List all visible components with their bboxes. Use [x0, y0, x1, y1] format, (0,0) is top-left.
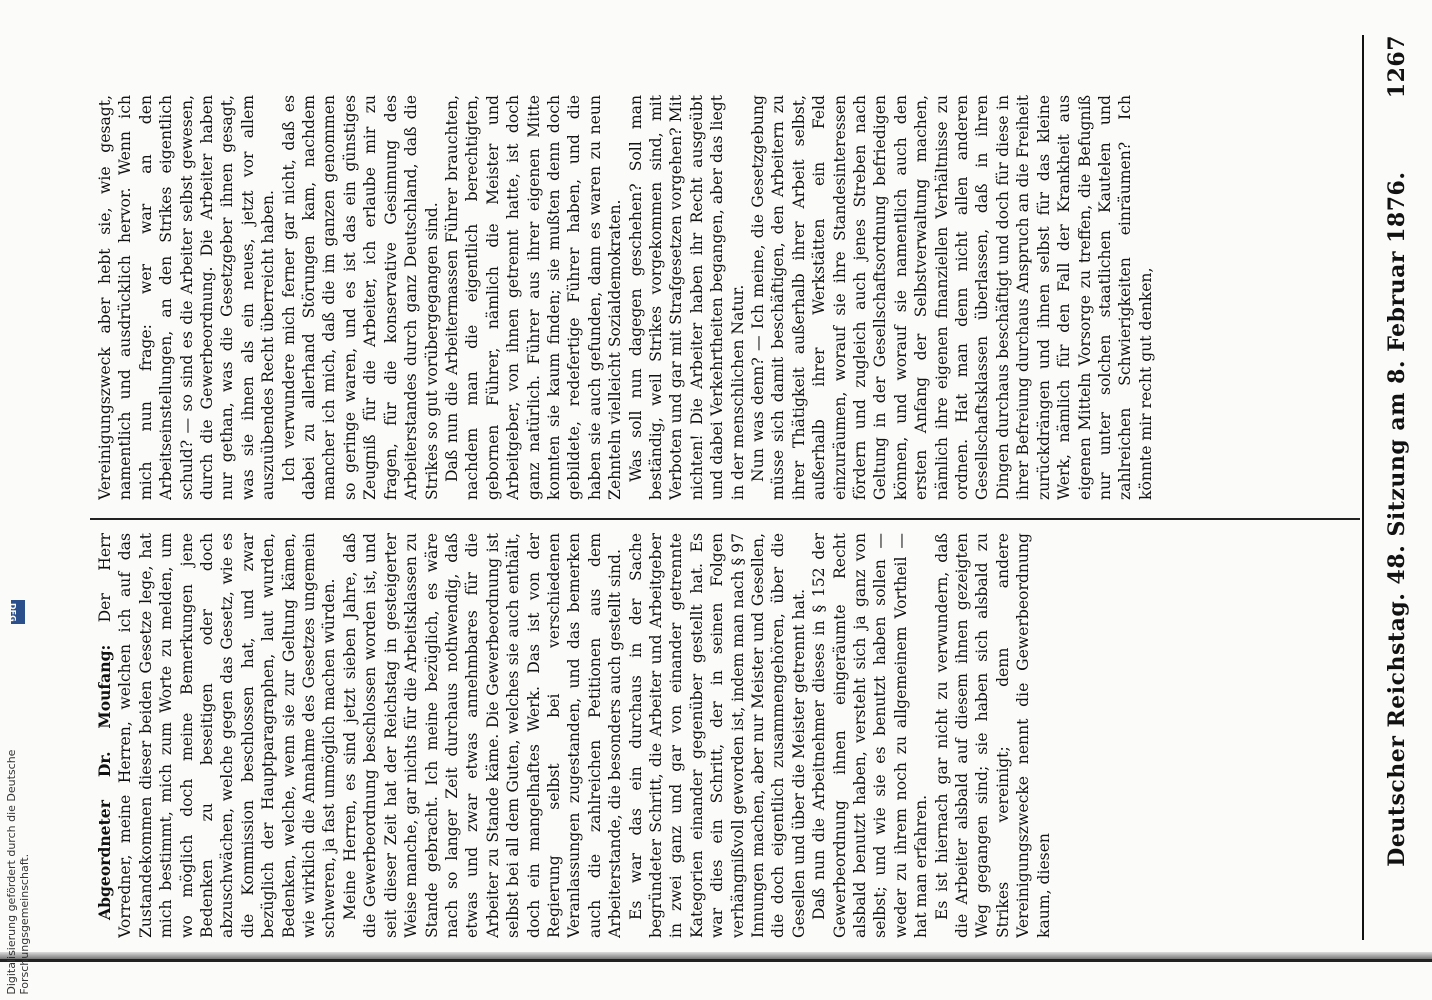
running-title: Deutscher Reichstag. 48. Sitzung am 8. Februar 1876.: [1384, 171, 1410, 867]
paragraph-text: Ich verwundere mich ferner gar nicht, daß es dabei zu allerhand Störungen kam, nachdem mancher ich mich, daß die im ganzen genommen so geringe waren, und es ist das ein günstiges Zeugniß für die Arbeiter, ich erlaube mir zu fragen, für die konservative Gesinnung des Arbeiterstandes durch ganz Deutschland, daß die Strikes so gut vorübergegangen sind.: [279, 95, 441, 500]
right-column: [95, 95, 1355, 500]
paragraph: [95, 533, 340, 938]
paragraph: [932, 533, 1054, 938]
paragraph-text: Nun was denn? — Ich meine, die Gesetzgebung müsse sich damit beschäftigen, den Arbeitern zu ihrer Thätigkeit außerhalb ihrer Arbeit selbst, außerhalb ihrer Werkstätten ein Feld einzuräumen, worauf sie ihre Standesinteressen fördern und zugleich auch jenes Streben nach Geltung in der Gesellschaftsordnung befriedigen können, und worauf sie namentlich auch den ersten Anfang der Selbstverwaltung machen, nämlich ihre eigenen finanziellen Verhältnisse zu ordnen. Hat man denn nicht allen anderen Gesellschaftsklassen überlassen, daß in ihren Dingen durchaus beschäftigt und doch für diese in ihrer Befreiung durchaus Anspruch an die Freiheit zurückdrängen und ihnen selbst für das kleine Werk, nämlich für den Fall der Krankheit aus eigenen Mitteln Vorsorge zu treffen, die Befugniß nur unter solchen staatlichen Kautelen und zahlreichen Schwierigkeiten einräumen? Ich könnte mir recht gut denken,: [749, 95, 1155, 500]
paragraph-text: Daß nun die Arbeitnehmer dieses in § 152 der Gewerbeordnung ihnen eingeräumte Recht alsbald benutzt haben, versteht sich ja ganz von selbst; und wie sie es benutzt haben sollen — weder zu ihrem noch zu allgemeinem Vortheil — hat man erfahren.: [810, 533, 931, 938]
dfg-logo: DFG: [11, 600, 25, 624]
paragraph-text: Daß nun die Arbeitermassen Führer brauchten, nachdem man die eigentlich berechtigten, gebornen Führer, nämlich die Meister und Arbeitgeber, von ihnen getrennt hatte, ist doch ganz natürlich. Führer aus ihrer eigenen Mitte konnten sie kaum finden; sie mußten denn doch gebildete, redefertige Führer haben, und die haben sie auch gefunden, dann es waren zu neun Zehnteln vielleicht Sozialdemokraten.: [442, 95, 625, 500]
digitization-credit: [4, 600, 32, 995]
paragraph: [279, 95, 442, 500]
paragraph: [626, 533, 810, 938]
left-column: [95, 533, 1355, 938]
paragraph-text: Es war das ein durchaus in der Sache begründeter Schritt, die Arbeiter und Arbeitgeber in zwei ganz und gar von einander getrennte Kategorien einander gegenüber gestellt hat. Es war dies ein Schritt, der in seinen Folgen verhängnißvoll geworden ist, indem man nach § 97 Innungen machen, aber nur Meister und Gesellen, die doch eigentlich zusammengehören, über die Gesellen und über die Meister getrennt hat.: [626, 533, 808, 938]
paragraph-text: Vereinigungszweck aber hebt sie, wie gesagt, namentlich und ausdrücklich hervor. Wenn ich mich nun frage: wer war an den Arbeitseinstellungen, an den Strikes eigentlich schuld? — so sind es die Arbeiter selbst gewesen, durch die Gewerbeordnung. Die Arbeiter haben nur gethan, was die Gesetzgeber ihnen gesagt, was sie ihnen als ein neues, jetzt vor allem auszuübendes Recht überreicht haben.: [96, 95, 278, 500]
page-edge-shadow: [0, 952, 1432, 962]
paragraph-text: Es ist hiernach gar nicht zu verwundern, daß die Arbeiter alsbald auf diesem ihnen gezeigten Weg gegangen sind; sie haben sich alsbald zu Strikes vereinigt; denn andere Vereinigungszwecke nennt die Gewerbeordnung kaum, diesen: [932, 533, 1053, 938]
paragraph-text: Der Herr Vorredner, meine Herren, welchen ich auf das Zustandekommen dieser beiden Gesetze lege, hat mich bestimmt, mich zum Worte zu melden, um wo möglich doch meine Bemerkungen jene Bedenken zu beseitigen oder doch abzuschwächen, welche gegen das Gesetz, wie es die Kommission beschlossen hat, und zwar bezüglich der Hauptparagraphen, laut wurden, Bedenken, welche, wenn sie zur Geltung kämen, wie wirklich die Annahme des Gesetzes ungemein schweren, ja fast unmöglich machen würden.: [96, 533, 339, 938]
digitization-note: Digitalisierung gefördert durch die Deutsche Forschungsgemeinschaft.: [5, 749, 31, 995]
speaker-name: Abgeordneter Dr. Moufang:: [95, 644, 114, 920]
paragraph: [95, 95, 279, 500]
page-number: 1267: [1384, 35, 1410, 99]
paragraph-text: Meine Herren, es sind jetzt sieben Jahre, daß die Gewerbeordnung beschlossen worden ist, und seit dieser Zeit hat der Reichstag in gesteigerter Weise manche, gar nichts für die Arbeitsklassen zu Stande gebracht. Ich meine bezüglich, es wäre nach so langer Zeit durchaus nothwendig, daß etwas und zwar etwas annehmbares für die Arbeiter zu Stande käme. Die Gewerbeordnung ist selbst bei all dem Guten, welches sie auch enthält, doch ein mangelhaftes Werk. Das ist von der Regierung selbst bei verschiedenen Veranlassungen zugestanden, und das bemerken auch die zahlreichen Petitionen aus dem Arbeiterstande, die besonders auch gestellt sind.: [340, 533, 625, 938]
paragraph: [748, 95, 1156, 500]
paragraph: [626, 95, 748, 500]
column-divider: [90, 518, 1360, 520]
paragraph: [809, 533, 931, 938]
paragraph: [340, 533, 626, 938]
page-header: [1370, 35, 1410, 940]
header-rule: [1362, 35, 1364, 940]
paragraph: [442, 95, 626, 500]
paragraph-text: Was soll nun dagegen geschehen? Soll man beständig, weil Strikes vorgekommen sind, mit Verboten und gar mit Strafgesetzen vorgehen? Mit nichten! Die Arbeiter haben ihr Recht ausgeübt und dabei Verkehrtheiten begangen, aber das liegt in der menschlichen Natur.: [626, 95, 747, 500]
